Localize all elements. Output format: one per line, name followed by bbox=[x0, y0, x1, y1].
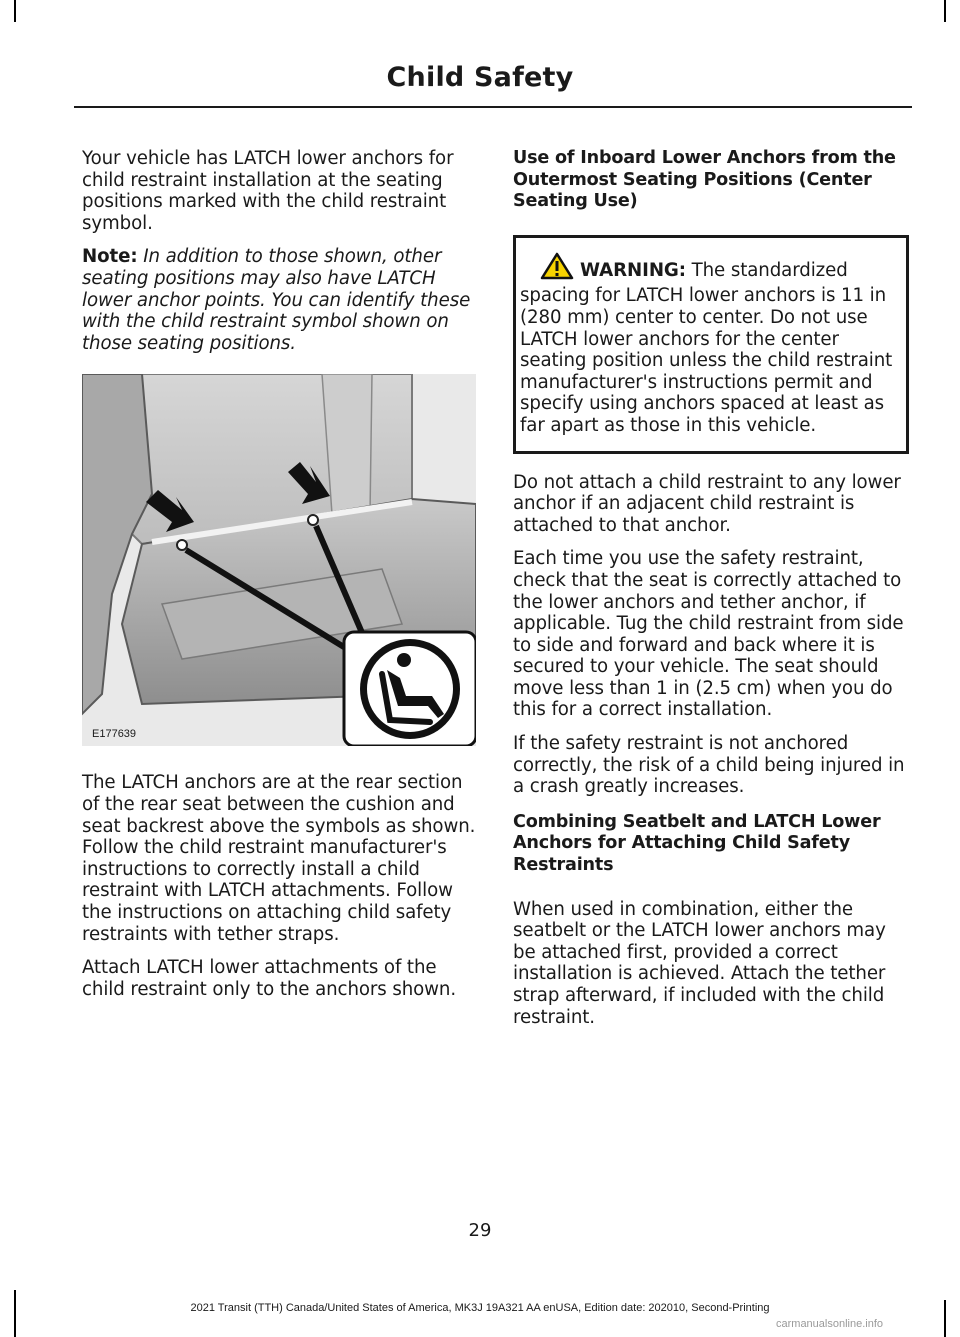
crop-mark-top-left bbox=[14, 0, 16, 22]
combining-heading: Combining Seatbelt and LATCH Lower Anchors for Attaching Child Safety Restraints bbox=[513, 811, 881, 876]
latch-anchor-illustration bbox=[82, 374, 476, 746]
check-paragraph: Each time you use the safety restraint, check that the seat is correctly attached to the lower anchors and tether anchor, if applicable. Tug the child restraint from side to side and forward and back where it is secured to your vehicle. The seat should move less than 1 in (2.5 cm) when you do this for a correct installation. bbox=[513, 548, 904, 721]
warning-paragraph bbox=[520, 252, 900, 437]
page-number: 29 bbox=[468, 1220, 492, 1241]
combining-paragraph: When used in combination, either the seatbelt or the LATCH lower anchors may be attached first, provided a correct installation is achieved. Attach the tether strap afterward, if included with the child restraint. bbox=[513, 898, 886, 1028]
warning-label: WARNING: bbox=[580, 259, 686, 281]
intro-paragraph: Your vehicle has LATCH lower anchors for child restraint installation at the seating positions marked with the child restraint symbol. bbox=[82, 148, 454, 234]
note-body: In addition to those shown, other seating positions may also have LATCH lower anchor points. You can identify these with the child restraint symbol shown on those seating positions. bbox=[82, 246, 471, 354]
left-column bbox=[82, 148, 476, 1012]
watermark: carmanualsonline.info bbox=[776, 1318, 884, 1330]
child-restraint-symbol-icon bbox=[344, 632, 476, 746]
figure-code: E177639 bbox=[92, 728, 137, 741]
warning-text: The standardized spacing for LATCH lower anchors is 11 in (280 mm) center to center. Do not use LATCH lower anchors for the center seating position unless the child restraint manufacturer's instructions permit and specify using anchors spaced at least as far apart as those in this vehicle. bbox=[520, 259, 893, 436]
anchors-paragraph: The LATCH anchors are at the rear section of the rear seat between the cushion and seat backrest above the symbols as shown. Follow the child restraint manufacturer's instructions to correctly install a child restraint with LATCH attachments. Follow the instructions on attaching child safety restraints with tether straps. bbox=[82, 772, 476, 945]
warning-box bbox=[513, 235, 909, 454]
lower-anchor-right bbox=[308, 515, 318, 525]
right-column bbox=[513, 148, 909, 1040]
attach-paragraph: Attach LATCH lower attachments of the child restraint only to the anchors shown. bbox=[82, 957, 457, 1000]
adjacent-paragraph: Do not attach a child restraint to any lower anchor if an adjacent child restraint is attached to that anchor. bbox=[513, 471, 901, 536]
risk-paragraph: If the safety restraint is not anchored correctly, the risk of a child being injured in a crash greatly increases. bbox=[513, 733, 905, 798]
warning-triangle-icon bbox=[540, 252, 574, 286]
page-title: Child Safety bbox=[386, 62, 574, 93]
note-paragraph bbox=[82, 246, 476, 354]
edition-footer: 2021 Transit (TTH) Canada/United States of America, MK3J 19A321 AA enUSA, Edition date: 202010, Second-Printing bbox=[190, 1302, 770, 1314]
crop-mark-top-right bbox=[944, 0, 946, 22]
header-divider bbox=[74, 106, 912, 108]
rear-seat-drawing bbox=[82, 374, 476, 746]
inboard-anchors-heading: Use of Inboard Lower Anchors from the Outermost Seating Positions (Center Seating Use) bbox=[513, 148, 896, 212]
note-label: Note: bbox=[82, 246, 138, 268]
lower-anchor-left bbox=[177, 540, 187, 550]
